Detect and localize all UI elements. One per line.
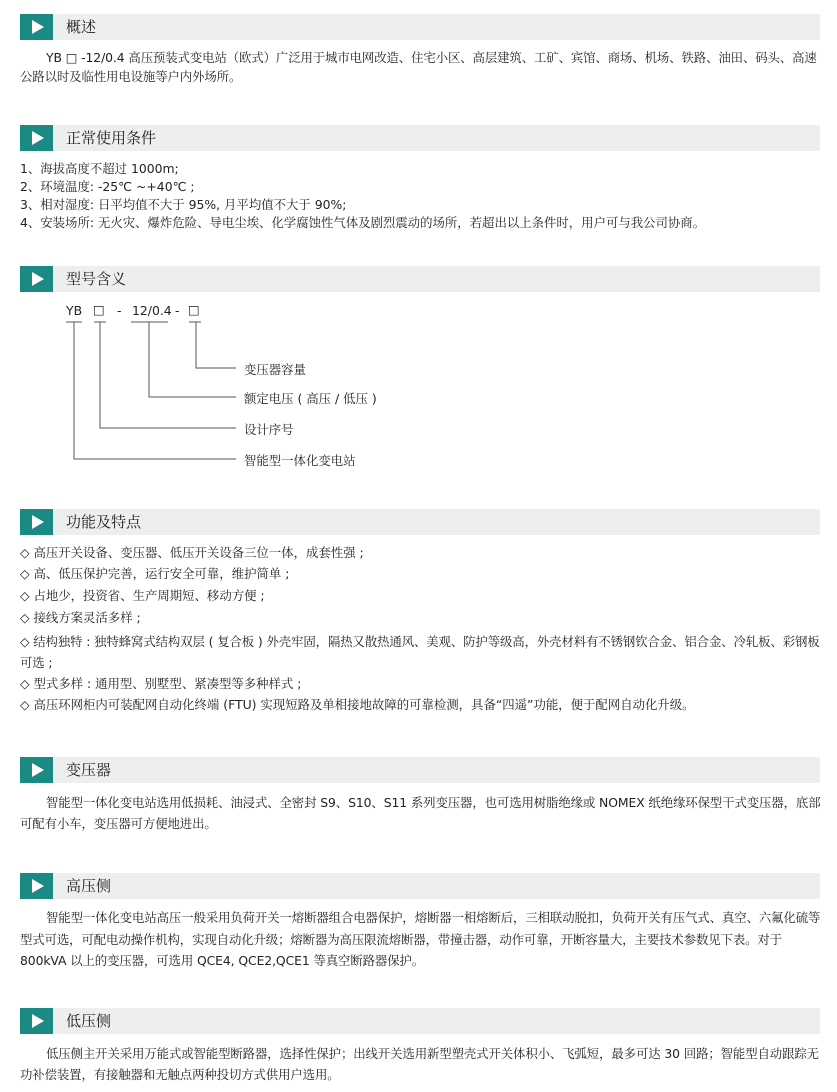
section-features (0, 509, 837, 712)
section-title: 正常使用条件 (66, 129, 157, 147)
model-code-diagram (0, 0, 837, 480)
section-header (0, 509, 837, 535)
code-dash-1: - (117, 303, 122, 318)
model-leader-lines (0, 0, 837, 480)
header-bar (20, 1008, 820, 1034)
leader-capacity (196, 322, 236, 368)
high-voltage-text: 智能型一体化变电站高压一般采用负荷开关一熔断器组合电器保护，熔断器一相熔断后，三相联动脱扣，负荷开关有压气式、真空、六氟化硫等型式可选，可配电动操作机构，实现自动化升级；熔断器为高压限流熔断器，带撞击器，动作可靠，开断容量大，主要技术参数见下表。对于 800kVA 以上的变压器，可选用 QCE4, QCE2,QCE1 等真空断路器保护。 (20, 910, 821, 968)
section-title: 变压器 (66, 761, 112, 779)
code-dash-2: - (175, 303, 180, 318)
overview-text: YB □ -12/0.4 高压预装式变电站（欧式）广泛用于城市电网改造、住宅小区、高层建筑、工矿、宾馆、商场、机场、铁路、油田、码头、高速公路以时及临性用电设施等户内外场所。 (20, 50, 817, 84)
label-voltage: 额定电压 ( 高压 / 低压 ) (244, 391, 377, 406)
condition-item: 1、海拔高度不超过 1000m; (20, 161, 179, 176)
header-marker (20, 873, 53, 899)
feature-item: ◇ 高、低压保护完善，运行安全可靠，维护简单 ; (20, 566, 290, 581)
low-voltage-text: 低压侧主开关采用万能式或智能型断路器，选择性保护；出线开关选用新型塑壳式开关体积小、飞弧短，最多可达 30 回路；智能型自动跟踪无功补偿装置，有接触器和无触点两种投切方式供用户选用。 (20, 1046, 819, 1082)
feature-item: ◇ 型式多样 : 通用型、别墅型、紧凑型等多种样式 ; (20, 676, 302, 691)
condition-item: 2、环境温度: -25℃ ~+40℃ ; (20, 179, 195, 194)
feature-item: ◇ 高压环网柜内可装配网自动化终端 (FTU) 实现短路及单相接地故障的可靠检测，具备“四遥”功能，便于配网自动化升级。 (20, 697, 695, 712)
section-high-voltage (0, 873, 837, 968)
feature-item: ◇ 接线方案灵活多样 ; (20, 610, 141, 625)
code-box-1: □ (93, 302, 105, 317)
code-yb: YB (66, 303, 83, 318)
condition-item: 4、安装场所: 无火灾、爆炸危险、导电尘埃、化学腐蚀性气体及剧烈震动的场所，若超出以上条件时，用户可与我公司协商。 (20, 215, 706, 230)
leader-type (74, 322, 236, 459)
header-marker (20, 509, 53, 535)
play-triangle-icon (32, 879, 44, 893)
feature-item: ◇ 占地少，投资省、生产周期短、移动方便 ; (20, 588, 265, 603)
section-title: 高压侧 (66, 877, 112, 895)
section-header (0, 873, 837, 899)
section-title: 概述 (66, 18, 97, 36)
code-box-2: □ (188, 302, 200, 317)
condition-item: 3、相对湿度: 日平均值不大于 95%, 月平均值不大于 90%; (20, 197, 347, 212)
header-marker (20, 1008, 53, 1034)
section-title: 型号含义 (66, 270, 127, 288)
section-header (0, 757, 837, 783)
section-title: 低压侧 (66, 1012, 112, 1030)
play-triangle-icon (32, 763, 44, 777)
code-voltage: 12/0.4 (132, 303, 172, 318)
section-header (0, 1008, 837, 1034)
label-design: 设计序号 (244, 422, 294, 437)
label-type: 智能型一体化变电站 (244, 453, 356, 468)
leader-voltage (149, 322, 236, 397)
transformer-text: 智能型一体化变电站选用低损耗、油浸式、全密封 S9、S10、S11 系列变压器，也可选用树脂绝缘或 NOMEX 纸绝缘环保型干式变压器，底部可配有小车，变压器可方便地进出。 (20, 795, 821, 831)
play-triangle-icon (32, 515, 44, 529)
play-triangle-icon (32, 1014, 44, 1028)
section-transformer (0, 757, 837, 831)
section-title: 功能及特点 (66, 513, 142, 531)
section-low-voltage (0, 1008, 837, 1082)
header-bar (20, 757, 820, 783)
header-bar (20, 873, 820, 899)
leader-design (100, 322, 236, 428)
header-marker (20, 757, 53, 783)
label-capacity: 变压器容量 (244, 362, 306, 377)
feature-item: ◇ 高压开关设备、变压器、低压开关设备三位一体，成套性强 ; (20, 545, 364, 560)
feature-item: ◇ 结构独特 : 独特蜂窝式结构双层 ( 复合板 ) 外壳牢固，隔热又散热通风、美观、防护等级高，外壳材料有不锈钢钦合金、铝合金、冷轧板、彩钢板可选 ; (20, 634, 820, 670)
